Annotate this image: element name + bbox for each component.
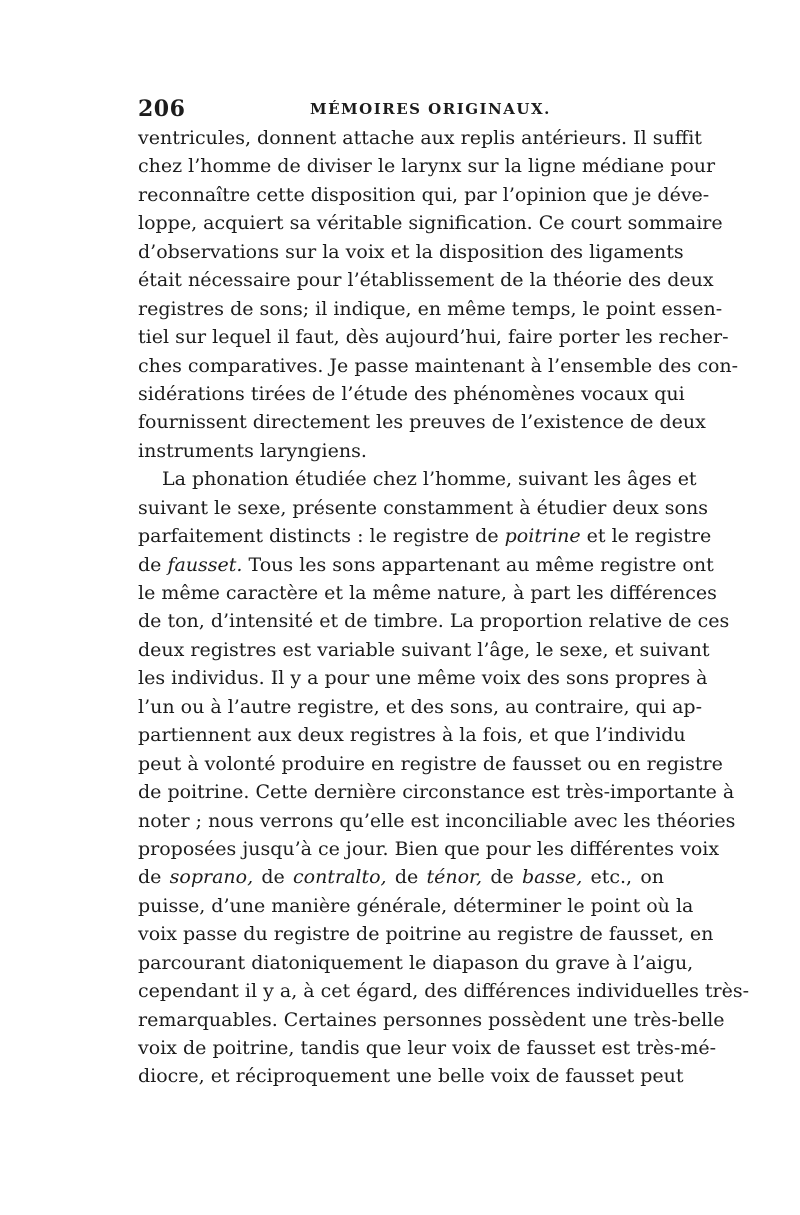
text-run: fournissent directement les preuves de l’existence de deux (138, 411, 706, 434)
text-line (138, 124, 702, 152)
text-run: de poitrine. Cette dernière circonstance est très-importante à (138, 781, 735, 804)
text-run: deux registres est variable suivant l’âge, le sexe, et suivant (138, 638, 710, 661)
text-line (138, 807, 736, 835)
body-text (138, 124, 750, 1091)
text-run: sidérations tirées de l’étude des phénomènes vocaux qui (138, 382, 685, 405)
text-run: registres de sons; il indique, en même temps, le point essen- (138, 297, 723, 320)
text-run: diocre, et réciproquement une belle voix de fausset peut (138, 1065, 684, 1088)
text-line (138, 295, 723, 323)
text-run: ches comparatives. Je passe maintenant à l’ensemble des con- (138, 354, 739, 377)
text-line (138, 181, 710, 209)
text-line (138, 579, 717, 607)
text-run: peut à volonté produire en registre de fausset ou en registre (138, 752, 723, 775)
text-run: de (386, 866, 427, 889)
text-line (138, 437, 664, 465)
text-run: chez l’homme de diviser le larynx sur la ligne médiane pour (138, 155, 716, 178)
text-run: loppe, acquiert sa véritable signification. Ce court sommaire (138, 212, 723, 235)
text-line (138, 636, 710, 664)
text-run: et le registre (580, 525, 712, 548)
running-title: MÉMOIRES ORIGINAUX. (310, 100, 551, 118)
text-run: était nécessaire pour l’établissement de la théorie des deux (138, 269, 714, 292)
text-run: etc., on (582, 866, 664, 889)
text-line (138, 408, 706, 436)
text-run: reconnaître cette disposition qui, par l’opinion que je déve- (138, 183, 710, 206)
text-line (138, 664, 708, 692)
text-run: puisse, d’une manière générale, déterminer le point où la (138, 894, 694, 917)
text-run: de (138, 866, 170, 889)
text-line (138, 352, 739, 380)
text-run: tiel sur lequel il faut, dès aujourd’hui, faire porter les recher- (138, 326, 729, 349)
text-run: le même caractère et la même nature, à part les différences (138, 582, 717, 604)
text-run: de (253, 866, 294, 889)
text-run: Tous les sons appartenant au même registre ont (242, 553, 714, 576)
text-line (138, 693, 702, 721)
italic-term: ténor, (426, 866, 483, 889)
text-line (138, 607, 730, 635)
text-line (138, 323, 729, 351)
page-number: 206 (138, 96, 186, 122)
italic-term: contralto, (293, 866, 387, 889)
text-run: voix passe du registre de poitrine au registre de fausset, en (138, 923, 714, 946)
text-run: partiennent aux deux registres à la fois, et que l’individu (138, 724, 686, 747)
text-line (138, 266, 714, 294)
italic-term: soprano, (169, 866, 254, 889)
text-line (138, 977, 750, 1005)
text-line (138, 835, 720, 863)
italic-term: poitrine (504, 525, 581, 548)
text-run: parcourant diatoniquement le diapason du grave à l’aigu, (138, 951, 694, 974)
text-run: noter ; nous verrons qu’elle est inconciliable avec les théories (138, 809, 736, 832)
text-run: les individus. Il y a pour une même voix des sons propres à (138, 667, 708, 690)
text-run: de ton, d’intensité et de timbre. La proportion relative de ces (138, 610, 730, 633)
text-run: remarquables. Certaines personnes possèdent une très-belle (138, 1008, 725, 1031)
text-run: instruments laryngiens. (138, 439, 367, 462)
text-line (138, 778, 735, 806)
text-line (138, 238, 684, 266)
italic-term: basse, (521, 866, 583, 889)
text-run: parfaitement distincts : le registre de (138, 525, 505, 548)
text-line (138, 522, 712, 550)
text-line (138, 551, 714, 579)
text-line (138, 152, 716, 180)
text-run: proposées jusqu’à ce jour. Bien que pour les différentes voix (138, 837, 720, 860)
text-line (138, 209, 723, 237)
text-line (138, 863, 664, 891)
text-line (138, 1062, 684, 1090)
italic-term: fausset. (167, 553, 243, 576)
text-line (138, 949, 694, 977)
text-line (138, 465, 697, 493)
text-line (138, 1034, 717, 1062)
text-run: ventricules, donnent attache aux replis antérieurs. Il suffit (138, 127, 702, 149)
text-run: de (482, 866, 522, 889)
text-run: voix de poitrine, tandis que leur voix de fausset est très-mé- (138, 1037, 717, 1059)
text-run: suivant le sexe, présente constamment à étudier deux sons (138, 496, 708, 519)
text-run: de (138, 553, 168, 576)
text-line (138, 920, 714, 948)
page-header (138, 96, 668, 122)
text-run: d’observations sur la voix et la disposition des ligaments (138, 240, 684, 263)
text-line (138, 721, 686, 749)
text-run: cependant il y a, à cet égard, des différences individuelles très- (138, 980, 750, 1003)
text-run: l’un ou à l’autre registre, et des sons, au contraire, qui ap- (138, 695, 702, 718)
text-line (138, 494, 708, 522)
text-line (138, 892, 694, 920)
text-line (138, 750, 723, 778)
text-run: La phonation étudiée chez l’homme, suivant les âges et (162, 468, 697, 491)
text-line (138, 380, 685, 408)
text-line (138, 1006, 725, 1034)
